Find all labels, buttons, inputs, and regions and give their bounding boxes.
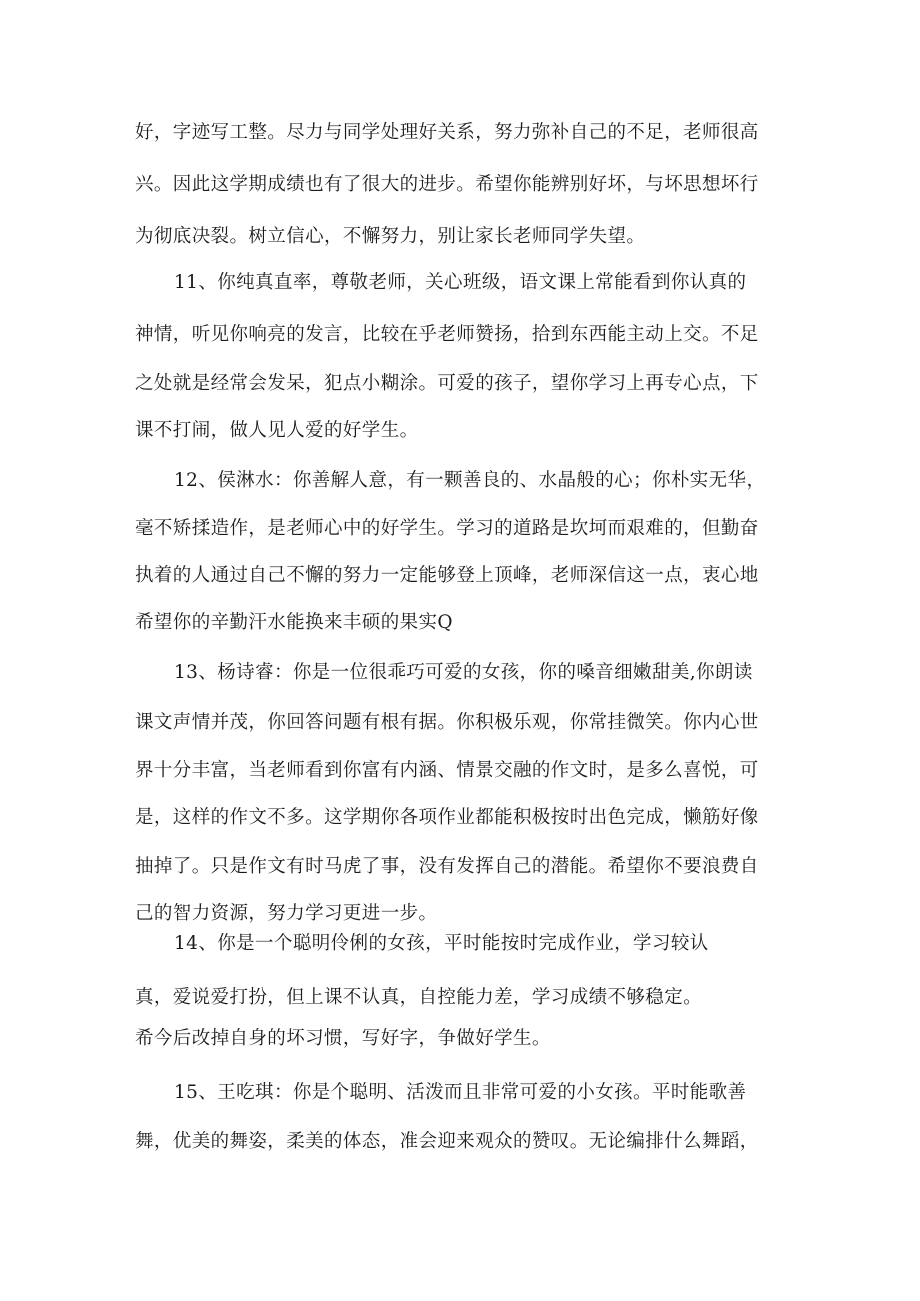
text-line: 好，字迹写工整。尽力与同学处理好关系，努力弥补自己的不足，老师很高 bbox=[135, 122, 759, 143]
text-line: 兴。因此这学期成绩也有了很大的进步。希望你能辨别好坏，与坏思想坏行 bbox=[135, 174, 759, 195]
text-line: 是，这样的作文不多。这学期你各项作业都能积极按时出色完成，懒筋好像 bbox=[135, 807, 759, 828]
text-line: 15、王吃琪：你是个聪明、活泼而且非常可爱的小女孩。平时能歌善 bbox=[174, 1082, 747, 1103]
text-line: 希望你的辛勤汗水能换来丰硕的果实Q bbox=[135, 612, 453, 633]
text-line: 13、杨诗睿：你是一位很乖巧可爱的女孩，你的嗓音细嫩甜美,你朗读 bbox=[174, 662, 753, 683]
text-line: 毫不矫揉造作，是老师心中的好学生。学习的道路是坎坷而艰难的，但勤奋 bbox=[135, 518, 759, 539]
text-line: 神情，听见你响亮的发言，比较在乎老师赞扬，拾到东西能主动上交。不足 bbox=[135, 324, 759, 345]
text-line: 14、你是一个聪明伶俐的女孩，平时能按时完成作业，学习较认 bbox=[174, 933, 709, 954]
text-line: 课不打闹，做人见人爱的好学生。 bbox=[135, 420, 419, 441]
text-line: 界十分丰富，当老师看到你富有内涵、情景交融的作文时，是多么喜悦，可 bbox=[135, 760, 759, 781]
text-line: 抽掉了。只是作文有时马虎了事，没有发挥自己的潜能。希望你不要浪费自 bbox=[135, 856, 759, 877]
text-line: 舞，优美的舞姿，柔美的体态，准会迎来观众的赞叹。无论编排什么舞蹈， bbox=[135, 1131, 759, 1152]
text-line: 11、你纯真直率，尊敬老师，关心班级，语文课上常能看到你认真的 bbox=[174, 272, 747, 293]
text-line: 真，爱说爱打扮，但上课不认真，自控能力差，学习成绩不够稳定。 bbox=[135, 987, 703, 1008]
text-line: 希今后改掉自身的坏习惯，写好字，争做好学生。 bbox=[135, 1028, 551, 1049]
text-line: 己的智力资源，努力学习更进一步。 bbox=[135, 903, 438, 924]
text-line: 课文声情并茂，你回答问题有根有据。你积极乐观，你常挂微笑。你内心世 bbox=[135, 712, 759, 733]
text-line: 为彻底决裂。树立信心，不懈努力，别让家长老师同学失望。 bbox=[135, 226, 646, 247]
text-line: 之处就是经常会发呆，犯点小糊涂。可爱的孩子，望你学习上再专心点，下 bbox=[135, 373, 759, 394]
text-line: 12、侯淋水：你善解人意，有一颗善良的、水晶般的心；你朴实无华， bbox=[174, 470, 766, 491]
text-line: 执着的人通过自己不懈的努力一定能够登上顶峰，老师深信这一点，衷心地 bbox=[135, 565, 759, 586]
